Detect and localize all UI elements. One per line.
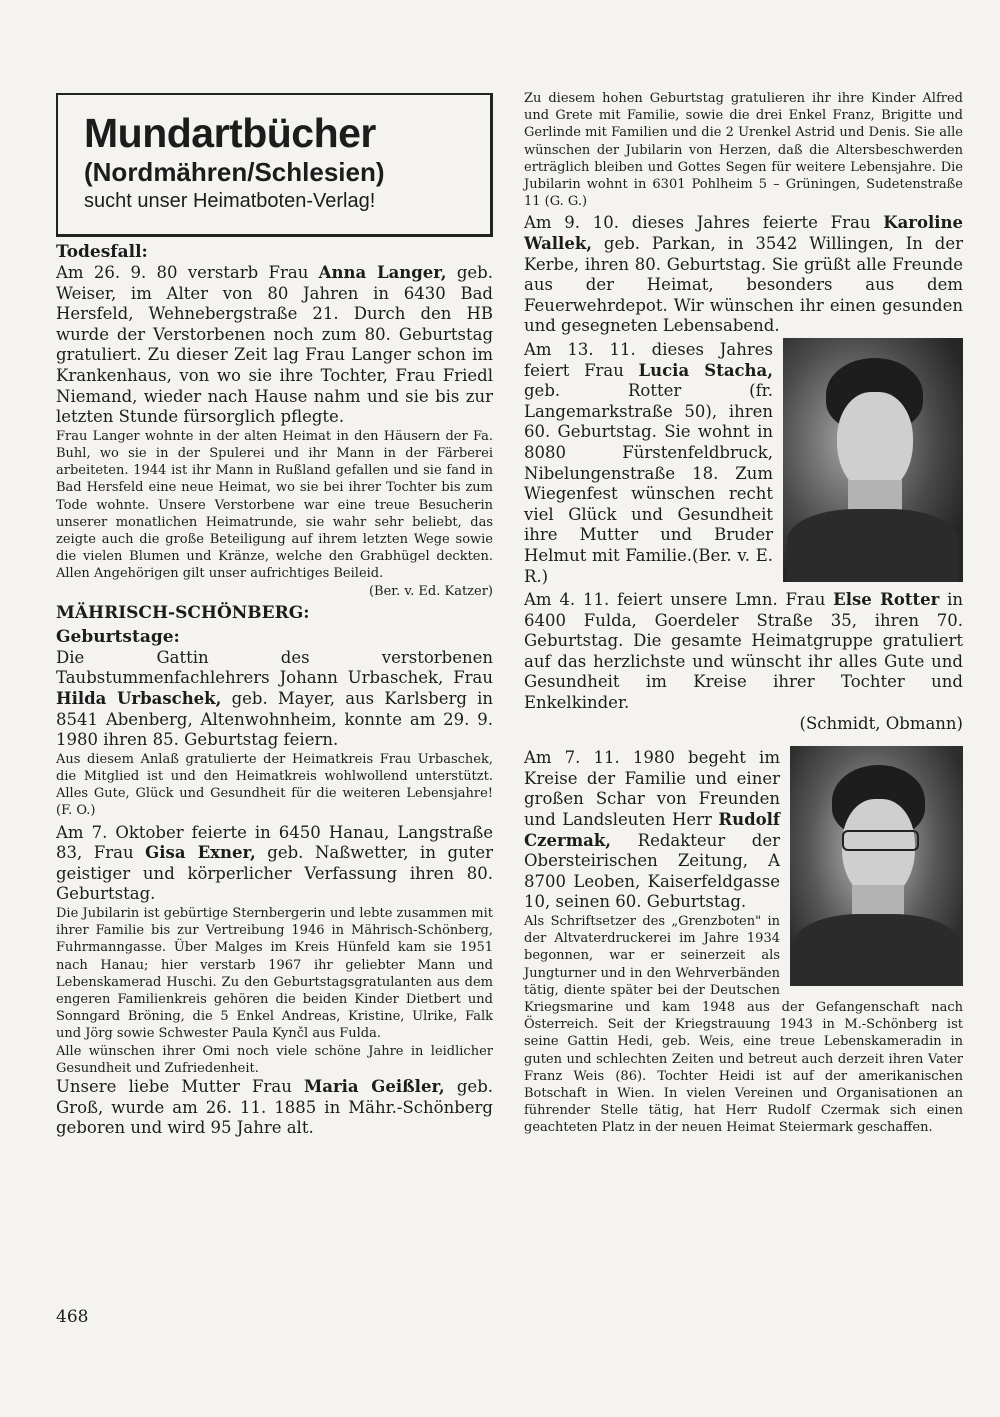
wallek-paragraph: Am 9. 10. dieses Jahres feierte Frau Karoline Wallek, geb. Parkan, in 3542 Willingen, In der Kerbe, ihren 80. Geburtstag. Sie grüßt alle Freunde aus der Heimat, besonders aus dem Feuerwehrdepot. Wir wünschen ihr einen gesunden und gesegneten Lebensabend. — [524, 213, 963, 336]
exner-paragraph: Am 7. Oktober feierte in 6450 Hanau, Langstraße 83, Frau Gisa Exner, geb. Naßwetter, in guter geistiger und körperlicher Verfassung ihren 80. Geburtstag. — [56, 822, 493, 904]
urbaschek-detail: Aus diesem Anlaß gratulierte der Heimatkreis Frau Urbaschek, die Mitglied ist und den Heimatkreis wohlwollend unterstützt. Alles Gute, Glück und Gesundheit für die weiteren Lebensjahre! (F. O.) — [56, 751, 493, 819]
wallek-name: Karoline Wallek, — [524, 213, 963, 254]
photo-lucia-stacha — [783, 338, 963, 582]
todesfall-credit: (Ber. v. Ed. Katzer) — [368, 583, 493, 599]
exner-name: Gisa Exner, — [145, 843, 256, 863]
section-heading: MÄHRISCH-SCHÖNBERG: — [56, 602, 310, 623]
ad-subtitle: (Nordmähren/Schlesien) — [84, 157, 385, 187]
advertisement-box — [56, 93, 493, 237]
right-column — [524, 90, 963, 1137]
ad-line: sucht unser Heimatboten-Verlag! — [84, 190, 376, 212]
geissler-paragraph: Unsere liebe Mutter Frau Maria Geißler, geb. Groß, wurde am 26. 11. 1885 in Mähr.-Schönberg geboren und wird 95 Jahre alt. — [56, 1076, 493, 1138]
geissler-name: Maria Geißler, — [304, 1076, 445, 1096]
urbaschek-name: Hilda Urbaschek, — [56, 688, 222, 708]
rotter-paragraph: Am 4. 11. feiert unsere Lmn. Frau Else Rotter in 6400 Fulda, Goerdeler Straße 35, ihren 70. Geburtstag. Die gesamte Heimatgruppe gratuliert auf das herzlichste und wünscht ihr alles Gute und Gesundheit im Kreise ihrer Tochter und Enkelkinder. — [524, 590, 963, 713]
todesfall-paragraph: Am 26. 9. 80 verstarb Frau Anna Langer, geb. Weiser, im Alter von 80 Jahren in 6430 Bad Hersfeld, Wehnebergstraße 21. Durch den HB wurde der Verstorbenen noch zum 80. Geburtstag gratuliert. Zu dieser Zeit lag Frau Langer schon im Krankenhaus, von wo sie ihre Tochter, Frau Friedl Niemand, wieder nach Hause nahm und sie bis zur letzten Stunde fürsorglich pflegte. — [56, 263, 493, 427]
ad-title: Mundartbücher — [84, 110, 376, 156]
rotter-credit: (Schmidt, Obmann) — [799, 713, 963, 733]
exner-detail: Die Jubilarin ist gebürtige Sternbergerin und lebte zusammen mit ihrer Familie bis zur Vertreibung 1946 in Mährisch-Schönberg, Fuhrmanngasse. Über Malges im Kreis Hünfeld kam sie 1951 nach Hanau; hier verstarb 1967 ihr geliebter Mann und Lebenskamerad Huschi. Zu den Geburtstagsgratulanten aus dem engeren Familienkreis gehören die beiden Kinder Dietbert und Sonngard Bröning, die 5 Enkel Andreas, Kristine, Ulrike, Falk und Jörg sowie Schwester Paula Kynčl aus Fulda. — [56, 905, 493, 1042]
photo-rudolf-czermak — [790, 746, 963, 986]
czermak-paragraph: Am 7. 11. 1980 begeht im Kreise der Familie und einer großen Schar von Freunden und Landsleuten Herr Rudolf Czermak, Redakteur der Obersteirischen Zeitung, A 8700 Leoben, Kaiserfeldgasse 10, seinen 60. Geburtstag. — [524, 748, 780, 912]
exner-detail-2: Alle wünschen ihrer Omi noch viele schöne Jahre in leidlicher Gesundheit und Zufriedenheit. — [56, 1043, 493, 1076]
czermak-name: Rudolf Czermak, — [524, 810, 780, 850]
urbaschek-paragraph: Die Gattin des verstorbenen Taubstummenfachlehrers Johann Urbaschek, Frau Hilda Urbaschek, geb. Mayer, aus Karlsberg in 8541 Abenberg, Altenwohnheim, konnte am 29. 9. 1980 ihren 85. Geburtstag feiern. — [56, 647, 494, 750]
geissler-continuation: Zu diesem hohen Geburtstag gratulieren ihr ihre Kinder Alfred und Grete mit Familie, sowie die drei Enkel Franz, Brigitte und Gerlinde mit Familien und die 2 Urenkel Astrid und Denis. Sie alle wünschen der Jubilarin von Herzen, daß die Altersbeschwerden erträglich bleiben und Gottes Segen für weitere Lebensjahre. Die Jubilarin wohnt in 6301 Pohlheim 5 – Grüningen, Sudetenstraße 11 (G. G.) — [524, 91, 963, 210]
stacha-name: Lucia Stacha, — [638, 360, 773, 380]
rotter-name: Else Rotter — [833, 590, 940, 610]
geburtstage-heading: Geburtstage: — [56, 626, 180, 647]
czermak-detail: Als Schriftsetzer des „Grenzboten" in der Altvaterdruckerei im Jahre 1934 begonnen, war er seinerzeit als Jungturner und in den Wehrverbänden tätig, diente später bei der Deutschen Kriegsmarine und kam 1948 aus der Gefangenschaft nach Österreich. Seit der Kriegstrauung 1943 in M.-Schönberg ist seine Gattin Hedi, geb. Weis, eine treue Lebenskameradin in guten und schlechten Zeiten und betreut auch derzeit ihren Vater Franz Weis (86). Tochter Heidi ist auf der amerikanischen Botschaft in Wien. In vielen Vereinen und Organisationen an führender Stelle tätig, hat Herr Rudolf Czermak sich einen geachteten Platz in der neuen Heimat Steiermark geschaffen. — [524, 914, 963, 1136]
left-column — [56, 93, 493, 1139]
todesfall-heading: Todesfall: — [56, 242, 148, 262]
todesfall-detail: Frau Langer wohnte in der alten Heimat in den Häusern der Fa. Buhl, wo sie in der Spulerei und ihr Mann in der Färberei arbeiteten. 1944 ist ihr Mann in Rußland gefallen und sie fand in Bad Hersfeld eine neue Heimat, wo sie bei ihrer Tochter bis zum Tode wohnte. Unsere Verstorbene war eine treue Besucherin unserer monatlichen Heimatrunde, sie wahr sehr beliebt, das zeigte auch die große Beteiligung auf ihrem letzten Wege sowie die vielen Blumen und Kränze, welche den Grabhügel deckten. Allen Angehörigen gilt unser aufrichtiges Beileid. — [56, 428, 493, 582]
page-number: 468 — [56, 1307, 89, 1327]
todesfall-name: Anna Langer, — [318, 263, 447, 282]
stacha-paragraph: Am 13. 11. dieses Jahres feiert Frau Lucia Stacha, geb. Rotter (fr. Langemarkstraße 50), ihren 60. Geburtstag. Sie wohnt in 8080 Fürstenfeldbruck, Nibelungenstraße 18. Zum Wiegenfest wünschen recht viel Glück und Gesundheit ihre Mutter und Bruder Helmut mit Familie.(Ber. v. E. R.) — [524, 339, 773, 586]
